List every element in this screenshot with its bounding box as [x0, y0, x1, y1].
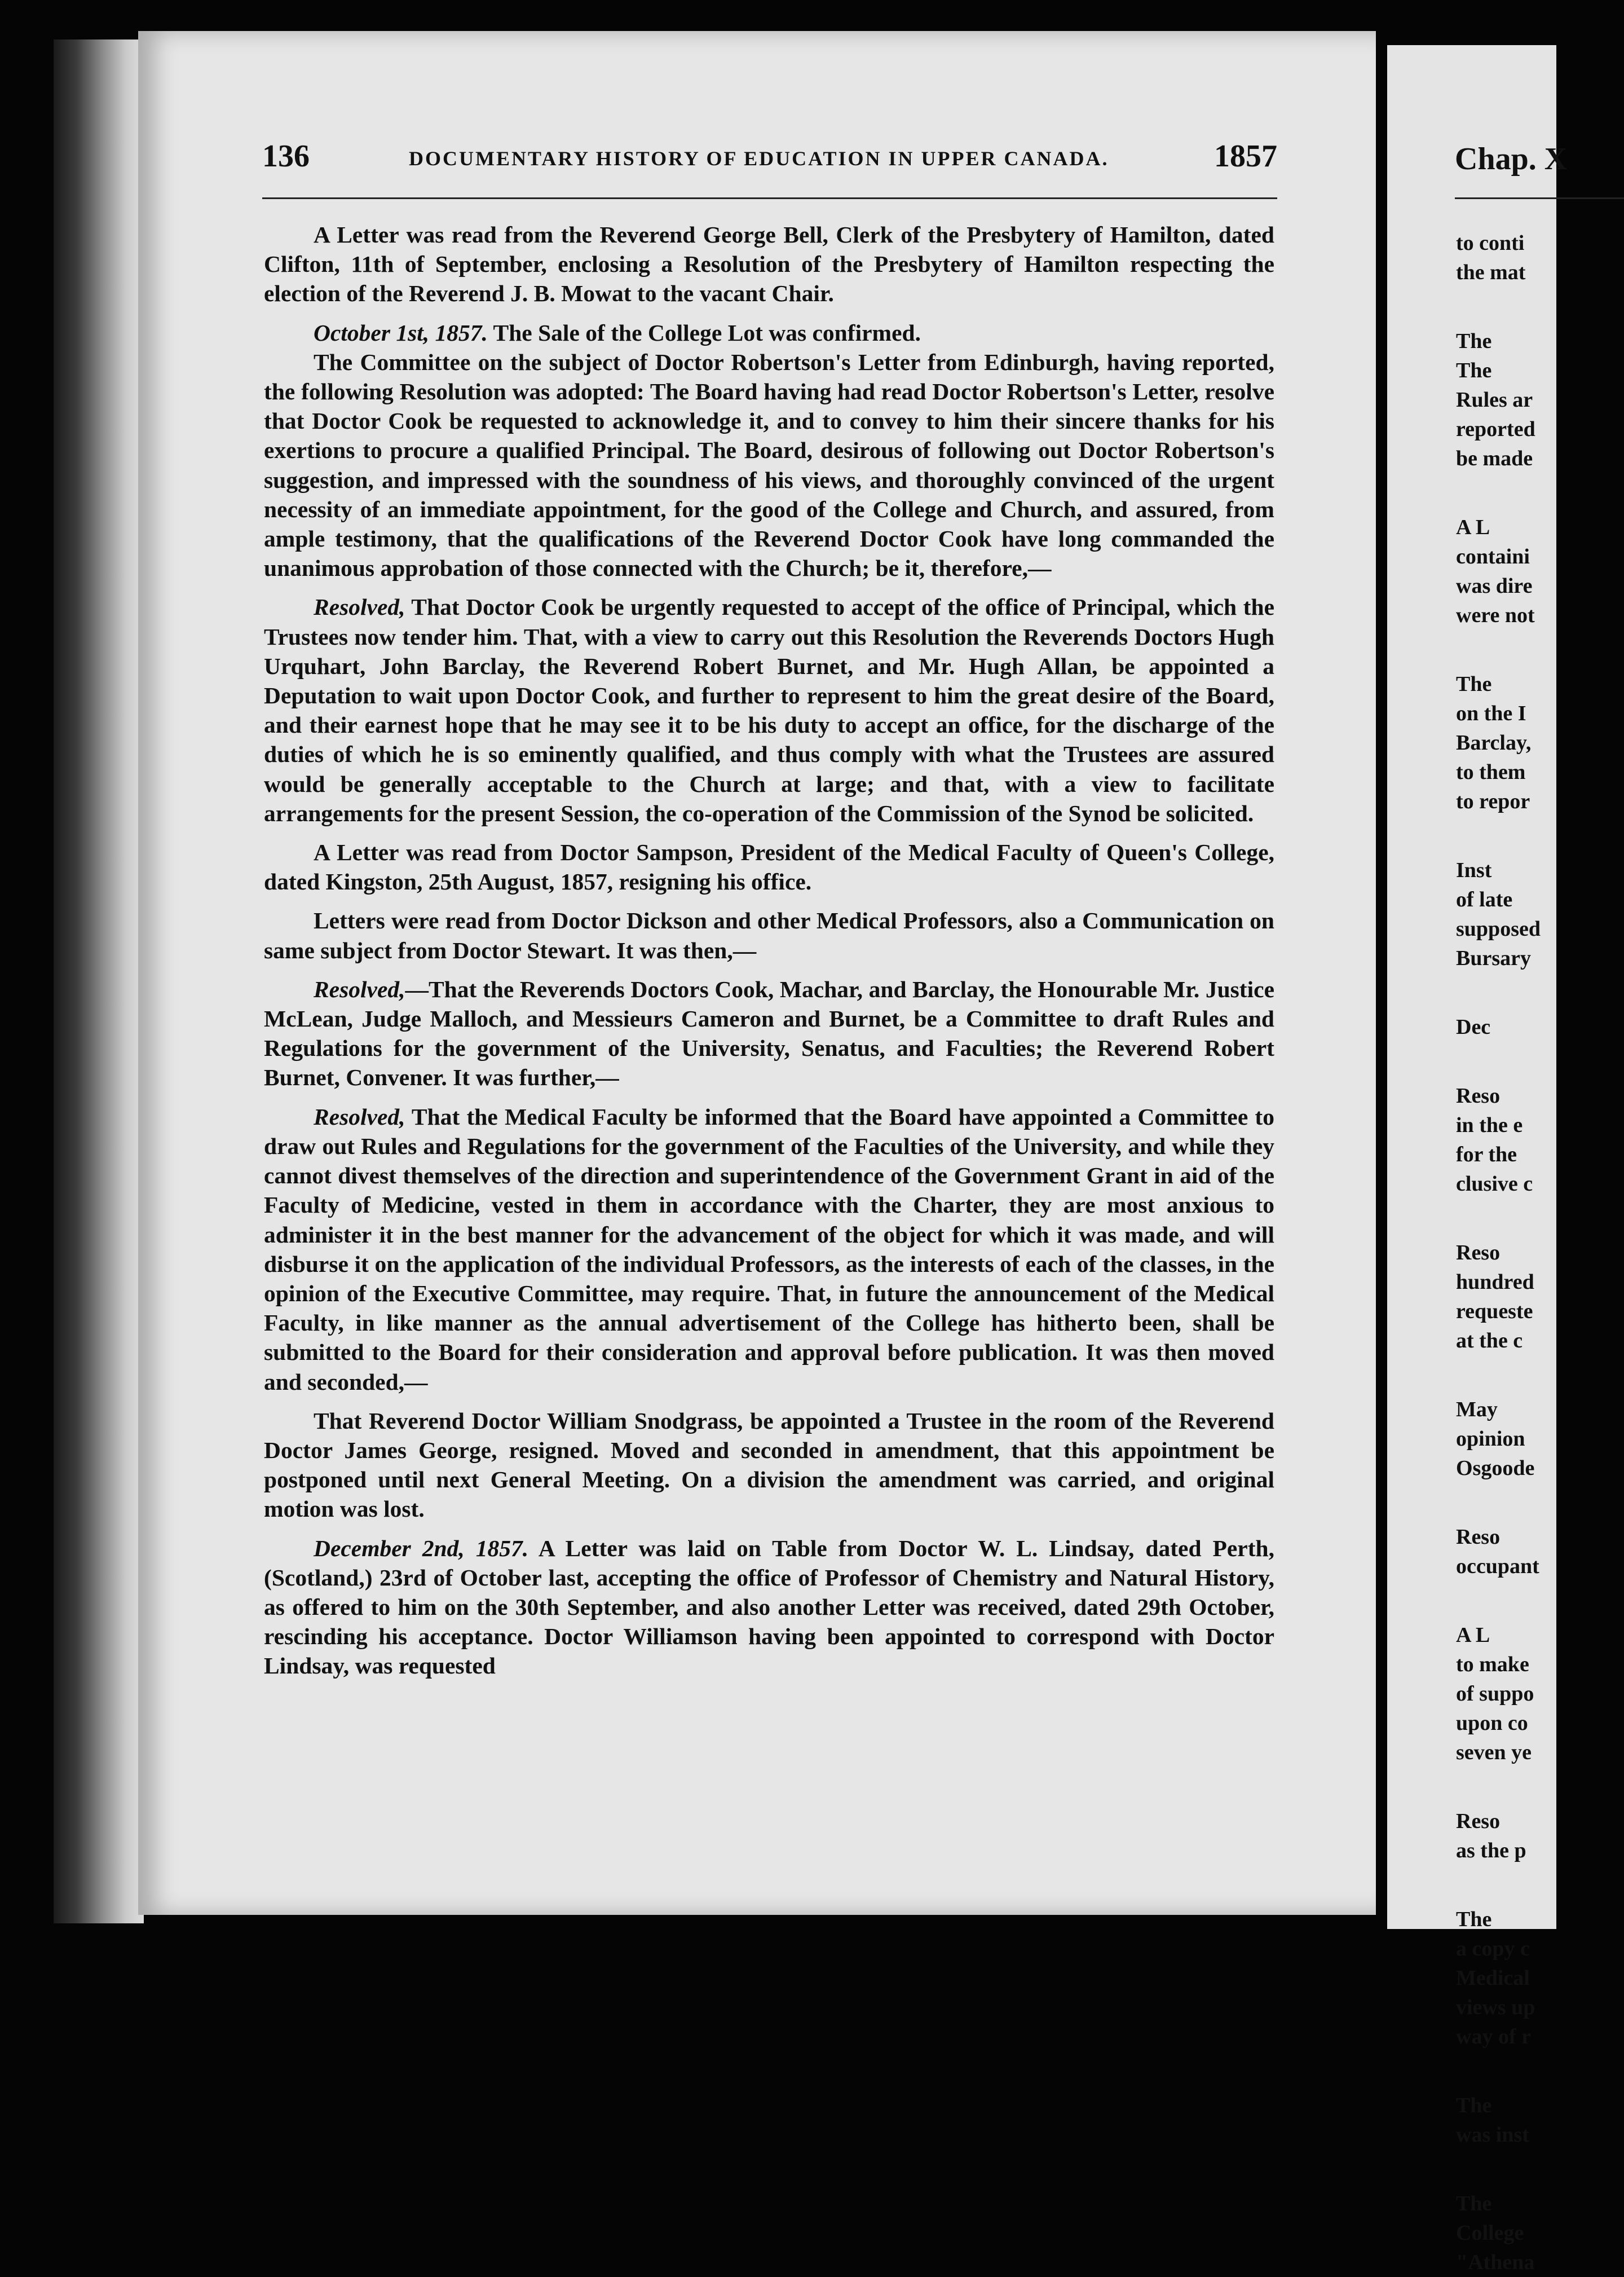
right-page-line: hundred — [1456, 1270, 1534, 1294]
right-page-line: a copy c — [1456, 1937, 1530, 1961]
right-page-line: to repor — [1456, 790, 1530, 813]
page-edge — [54, 39, 144, 1923]
right-page-line: Osgoode — [1456, 1456, 1535, 1480]
line-gap — [1456, 973, 1569, 1012]
paragraph: Letters were read from Doctor Dickson and other Medical Professors, also a Communication on same subject from Doctor Stewart. It was then,— — [264, 908, 1274, 963]
right-page-line: reported — [1456, 417, 1535, 441]
line-gap — [1456, 816, 1569, 856]
paragraph: That Reverend Doctor William Snodgrass, be appointed a Trustee in the room of the Reverend Doctor James George, resigned. Moved and seconded in amendment, that this appointment be postponed until next General Meeting. On a division the amendment was carried, and original motion was lost. — [264, 1407, 1274, 1522]
paragraph: The Committee on the subject of Doctor Robertson's Letter from Edinburgh, having reported, the following Resolution was adopted: The Board having had read Doctor Robertson's Letter, resolve that Doctor Cook be requested to acknowledge it, and to convey to him their sincere thanks for his exertions to procure a qualified Principal. The Board, desirous of following out Doctor Robertson's suggestion, and impressed with the soundness of his views, and thoroughly convinced of the urgent necessity of an immediate appointment, for the good of the College and Church, and assured, from ample testimony, that the qualifications of the Reverend Doctor Cook have long commanded the unanimous approbation of those connected with the Church; be it, therefore,— — [264, 349, 1274, 582]
right-page-line: The — [1456, 2192, 1492, 2216]
paragraph: A Letter was read from the Reverend George Bell, Clerk of the Presbytery of Hamilton, dated Clifton, 11th of September, enclosing a Resolution of the Presbytery of Hamilton respecting the election of the Reverend J. B. Mowat to the vacant Chair. — [264, 222, 1274, 307]
header-year: 1857 — [1214, 139, 1277, 174]
right-page-line: Reso — [1456, 1525, 1501, 1549]
right-page-line: requeste — [1456, 1300, 1533, 1323]
right-page-line: on the I — [1456, 702, 1526, 725]
right-page-line: Reso — [1456, 1241, 1501, 1265]
right-page-line: in the e — [1456, 1113, 1523, 1137]
body-text — [264, 220, 1274, 1690]
right-page-line: to make — [1456, 1653, 1529, 1676]
right-page-line: was dire — [1456, 574, 1533, 598]
right-page-line: Medical — [1456, 1966, 1530, 1990]
right-page-line: views up — [1456, 1996, 1535, 2019]
line-gap — [1456, 473, 1569, 513]
right-page-line: May — [1456, 1398, 1498, 1421]
right-page-line: The — [1456, 2094, 1492, 2117]
line-gap — [1456, 1767, 1569, 1807]
right-page-line: The — [1456, 1908, 1492, 1931]
paragraph: Resolved,—That the Reverends Doctors Cook, Machar, and Barclay, the Honourable Mr. Justice McLean, Judge Malloch, and Messieurs Cameron and Burnet, be a Committee to draft Rules and Regulations for the government of the University, Senatus, and Faculties; the Reverend Robert Burnet, Convener. It was further,— — [264, 976, 1274, 1091]
paragraph: December 2nd, 1857. A Letter was laid on Table from Doctor W. L. Lindsay, dated Perth, (Scotland,) 23rd of October last, accepting the office of Professor of Chemistry and Natural History, as offered to him on the 30th September, and also another Letter was received, dated 29th October, rescinding his acceptance. Doctor Williamson having been appointed to correspond with Doctor Lindsay, was requested — [264, 1535, 1274, 1679]
right-page-line: were not — [1456, 604, 1535, 627]
right-page-line: way of r — [1456, 2025, 1531, 2049]
right-page-line: College — [1456, 2221, 1524, 2245]
line-gap — [1456, 1355, 1569, 1395]
right-page-line: Bursary — [1456, 946, 1531, 970]
right-page-line: containi — [1456, 545, 1530, 569]
line-gap — [1456, 2150, 1569, 2189]
right-page-line: The — [1456, 329, 1492, 353]
right-page-line: clusive c — [1456, 1172, 1533, 1196]
paragraph: Resolved, That Doctor Cook be urgently requested to accept of the office of Principal, which the Trustees now tender him. That, with a view to carry out this Resolution the Reverends Doctors Hugh Urquhart, John Barclay, the Reverend Robert Burnet, and Mr. Hugh Allan, be appointed a Deputation to wait upon Doctor Cook, and further to represent to him the great desire of the Board, and their earnest hope that he may see it to be his duty to accept an office, for the discharge of the duties of which he is so eminently qualified, and thus comply with what the Trustees are assured would be generally acceptable to the Church at large; and that, with a view to facilitate arrangements for the present Session, the co-operation of the Commission of the Synod be solicited. — [264, 594, 1274, 826]
right-page-line: The — [1456, 359, 1492, 382]
right-page-line: seven ye — [1456, 1741, 1532, 1764]
right-page-header: Chap. X — [1455, 142, 1568, 177]
right-page-line: be made — [1456, 447, 1533, 470]
right-page-line: of suppo — [1456, 1682, 1534, 1706]
paragraph: A Letter was read from Doctor Sampson, President of the Medical Faculty of Queen's College, dated Kingston, 25th August, 1857, resigning his office. — [264, 839, 1274, 895]
right-page-line: Rules ar — [1456, 388, 1533, 412]
line-gap — [1456, 1581, 1569, 1620]
header-rule — [262, 197, 1277, 199]
running-title: DOCUMENTARY HISTORY OF EDUCATION IN UPPER CANADA. — [409, 147, 1109, 170]
right-page-line: "Athena — [1456, 2250, 1535, 2274]
right-page-line: Dec — [1456, 1015, 1491, 1039]
right-page-line: opinion — [1456, 1427, 1525, 1451]
right-page-line: A L — [1456, 1623, 1490, 1647]
right-page-line: upon co — [1456, 1711, 1528, 1735]
line-gap — [1456, 1042, 1569, 1081]
page-number: 136 — [262, 139, 310, 174]
line-gap — [1456, 1865, 1569, 1905]
line-gap — [1456, 1483, 1569, 1522]
running-header — [262, 135, 1277, 180]
right-page-line: to conti — [1456, 231, 1525, 255]
right-page-line: Inst — [1456, 858, 1492, 882]
line-gap — [1456, 630, 1569, 670]
right-page-line: The — [1456, 672, 1492, 696]
right-page-line: Barclay, — [1456, 731, 1532, 755]
right-page-line: of late — [1456, 888, 1513, 911]
right-page-line: to them — [1456, 760, 1526, 784]
line-gap — [1456, 2051, 1569, 2091]
right-page-rule — [1455, 197, 1624, 199]
right-page — [1387, 45, 1568, 2274]
right-page-line: was inst — [1456, 2123, 1529, 2147]
right-page-line: A L — [1456, 516, 1490, 539]
right-page-line: as the p — [1456, 1839, 1526, 1862]
right-page-line: occupant — [1456, 1554, 1539, 1578]
right-page-line: Reso — [1456, 1084, 1501, 1108]
right-page-line: Reso — [1456, 1809, 1501, 1833]
right-page-line: supposed — [1456, 917, 1541, 941]
paragraph: Resolved, That the Medical Faculty be informed that the Board have appointed a Committee to draw out Rules and Regulations for the government of the Faculties of the University, and while they cannot divest themselves of the direction and superintendence of the Government Grant in aid of the Faculty of Medicine, vested in them in accordance with the Charter, they are most anxious to administer it in the best manner for the advancement of the object for which it was made, and will disburse it on the application of the individual Professors, as the interests of each of the classes, in the opinion of the Executive Committee, may require. That, in future the announcement of the Medical Faculty, in like manner as the annual advertisement of the College has hitherto been, shall be submitted to the Board for their consideration and approval before publication. It was then moved and seconded,— — [264, 1103, 1274, 1395]
line-gap — [1456, 1199, 1569, 1238]
right-page-line: for the — [1456, 1143, 1517, 1166]
right-page-line: the mat — [1456, 261, 1526, 284]
paragraph: October 1st, 1857. The Sale of the College Lot was confirmed. — [314, 319, 921, 346]
right-page-line: at the c — [1456, 1329, 1523, 1353]
line-gap — [1456, 287, 1569, 327]
right-page-text — [1456, 228, 1569, 2277]
